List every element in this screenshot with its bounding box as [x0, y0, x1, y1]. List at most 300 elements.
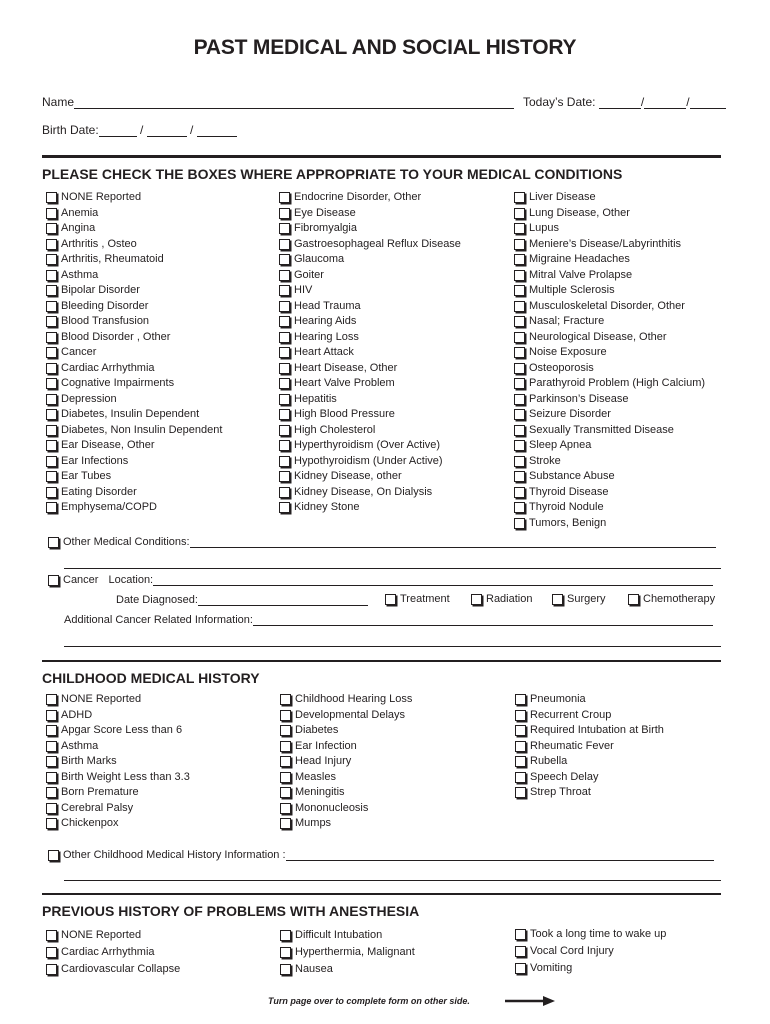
checkbox-item[interactable] [279, 237, 461, 253]
checkbox-item[interactable] [514, 407, 705, 423]
checkbox-item[interactable] [514, 485, 705, 501]
checkbox[interactable] [514, 254, 525, 265]
checkbox-item[interactable] [279, 407, 461, 423]
checkbox[interactable] [279, 440, 290, 451]
checkbox-item[interactable] [46, 485, 222, 501]
checkbox[interactable] [279, 208, 290, 219]
checkbox-item[interactable] [515, 943, 666, 960]
checkbox-label: Arthritis, Rheumatoid [61, 253, 164, 265]
page-title: PAST MEDICAL AND SOCIAL HISTORY [193, 36, 577, 59]
checkbox-item[interactable] [46, 692, 190, 708]
checkbox-label: Cardiovascular Collapse [61, 962, 181, 975]
checkbox-label: Lupus [529, 222, 559, 234]
date-diagnosed-field[interactable] [116, 594, 368, 606]
checkbox[interactable] [279, 270, 290, 281]
checkbox[interactable] [279, 471, 290, 482]
checkbox-item[interactable] [279, 314, 461, 330]
checkbox-label: Sleep Apnea [529, 439, 592, 451]
anesthesia-heading: PREVIOUS HISTORY OF PROBLEMS WITH ANESTHESIA [42, 903, 420, 919]
checkbox[interactable] [514, 239, 525, 250]
checkbox[interactable] [46, 285, 57, 296]
checkbox[interactable] [515, 741, 526, 752]
checkbox-label: Hearing Aids [294, 315, 357, 327]
checkbox-label: Angina [61, 222, 96, 234]
checkbox-item[interactable] [46, 739, 190, 755]
checkbox[interactable] [46, 347, 57, 358]
additional-cancer-field[interactable] [64, 614, 713, 626]
arrow-right-icon [505, 995, 555, 1007]
other-medical-conditions-field[interactable] [48, 536, 716, 548]
checkbox[interactable] [279, 223, 290, 234]
checkbox[interactable] [48, 850, 59, 861]
checkbox-item[interactable] [514, 190, 705, 206]
checkbox[interactable] [46, 947, 57, 958]
checkbox-item[interactable] [279, 299, 461, 315]
checkbox[interactable] [46, 208, 57, 219]
checkbox-label: Fibromyalgia [294, 222, 357, 234]
checkbox-item[interactable] [514, 392, 705, 408]
checkbox[interactable] [280, 741, 291, 752]
treatment-option[interactable] [385, 593, 450, 605]
checkbox-item[interactable] [46, 206, 222, 222]
checkbox[interactable] [279, 487, 290, 498]
checkbox-item[interactable] [514, 283, 705, 299]
checkbox-item[interactable] [279, 268, 461, 284]
checkbox-item[interactable] [280, 801, 412, 817]
checkbox-label: Eating Disorder [61, 485, 137, 498]
checkbox-item[interactable] [46, 330, 222, 346]
checkbox-label: Cardiac Arrhythmia [61, 361, 155, 374]
checkbox-item[interactable] [279, 376, 461, 392]
checkbox-label: Neurological Disease, Other [529, 330, 667, 343]
checkbox-item[interactable] [279, 330, 461, 346]
checkbox[interactable] [279, 332, 290, 343]
checkbox-label: Strep Throat [530, 786, 591, 798]
checkbox-item[interactable] [46, 345, 222, 361]
anesthesia-col3 [515, 926, 666, 977]
checkbox-label: Migraine Headaches [529, 253, 630, 265]
checkbox[interactable] [279, 425, 290, 436]
checkbox-item[interactable] [279, 469, 461, 485]
checkbox[interactable] [515, 772, 526, 783]
checkbox-label: Blood Transfusion [61, 315, 150, 327]
checkbox-item[interactable] [280, 961, 415, 978]
checkbox[interactable] [46, 741, 57, 752]
cancer-field[interactable] [48, 574, 713, 586]
checkbox-label: Required Intubation at Birth [530, 724, 664, 736]
checkbox-item[interactable] [514, 500, 705, 516]
checkbox-label: Bleeding Disorder [61, 299, 149, 312]
checkbox[interactable] [279, 285, 290, 296]
checkbox-item[interactable] [46, 469, 222, 485]
checkbox-item[interactable] [514, 299, 705, 315]
surgery-label: Surgery [567, 593, 606, 605]
checkbox[interactable] [514, 502, 525, 513]
checkbox[interactable] [279, 254, 290, 265]
checkbox-item[interactable] [515, 708, 664, 724]
checkbox[interactable] [514, 425, 525, 436]
location-label: Location: [108, 574, 154, 586]
medical-conditions-col1 [46, 190, 222, 516]
checkbox[interactable] [514, 394, 525, 405]
checkbox[interactable] [46, 394, 57, 405]
chemotherapy-label: Chemotherapy [643, 593, 716, 605]
checkbox[interactable] [515, 694, 526, 705]
checkbox[interactable] [515, 787, 526, 798]
checkbox-item[interactable] [514, 221, 705, 237]
checkbox-label: Meningitis [295, 786, 345, 798]
checkbox[interactable] [280, 803, 291, 814]
checkbox[interactable] [280, 947, 291, 958]
checkbox-item[interactable] [46, 361, 222, 377]
checkbox[interactable] [515, 946, 526, 957]
checkbox[interactable] [48, 575, 59, 586]
checkbox[interactable] [46, 964, 57, 975]
checkbox[interactable] [385, 594, 396, 605]
checkbox-item[interactable] [46, 252, 222, 268]
checkbox-item[interactable] [46, 944, 180, 961]
footer-note: Turn page over to complete form on other side. [268, 996, 470, 1006]
checkbox[interactable] [514, 347, 525, 358]
checkbox[interactable] [279, 301, 290, 312]
checkbox[interactable] [514, 285, 525, 296]
checkbox[interactable] [46, 223, 57, 234]
checkbox-item[interactable] [515, 723, 664, 739]
childhood-heading: CHILDHOOD MEDICAL HISTORY [42, 670, 260, 686]
checkbox-item[interactable] [279, 252, 461, 268]
checkbox-item[interactable] [46, 438, 222, 454]
checkbox-label: Endocrine Disorder, Other [294, 191, 422, 203]
checkbox[interactable] [46, 363, 57, 374]
checkbox-item[interactable] [279, 454, 461, 470]
checkbox-label: Pneumonia [530, 693, 586, 705]
checkbox[interactable] [46, 270, 57, 281]
checkbox-item[interactable] [514, 330, 705, 346]
checkbox[interactable] [515, 756, 526, 767]
checkbox-item[interactable] [515, 960, 666, 977]
checkbox[interactable] [46, 239, 57, 250]
checkbox-label: ADHD [61, 708, 93, 721]
checkbox[interactable] [515, 929, 526, 940]
checkbox-item[interactable] [515, 739, 664, 755]
checkbox[interactable] [280, 787, 291, 798]
section-divider [42, 155, 721, 158]
checkbox-item[interactable] [46, 454, 222, 470]
checkbox-label: Diabetes [295, 724, 339, 736]
checkbox-label: Heart Disease, Other [294, 361, 398, 374]
checkbox[interactable] [46, 710, 57, 721]
checkbox[interactable] [280, 694, 291, 705]
other-childhood-field[interactable] [48, 849, 714, 861]
checkbox-item[interactable] [279, 438, 461, 454]
checkbox-label: Hyperthermia, Malignant [295, 945, 415, 958]
checkbox-item[interactable] [279, 485, 461, 501]
checkbox[interactable] [46, 471, 57, 482]
checkbox-item[interactable] [280, 816, 412, 832]
checkbox[interactable] [514, 363, 525, 374]
checkbox[interactable] [46, 787, 57, 798]
additional-cancer-line[interactable] [64, 636, 721, 647]
checkbox-label: Liver Disease [529, 191, 596, 203]
checkbox[interactable] [279, 502, 290, 513]
checkbox-item[interactable] [46, 723, 190, 739]
checkbox[interactable] [279, 192, 290, 203]
checkbox-item[interactable] [46, 754, 190, 770]
checkbox[interactable] [514, 192, 525, 203]
checkbox-item[interactable] [279, 392, 461, 408]
checkbox[interactable] [514, 378, 525, 389]
checkbox-item[interactable] [515, 754, 664, 770]
checkbox[interactable] [279, 409, 290, 420]
checkbox[interactable] [279, 316, 290, 327]
checkbox-label: Substance Abuse [529, 470, 615, 482]
checkbox-item[interactable] [279, 361, 461, 377]
checkbox[interactable] [514, 471, 525, 482]
checkbox-label: Anemia [61, 206, 99, 219]
checkbox-item[interactable] [46, 314, 222, 330]
surgery-option[interactable] [552, 593, 606, 605]
checkbox[interactable] [280, 756, 291, 767]
checkbox[interactable] [46, 254, 57, 265]
checkbox-item[interactable] [515, 770, 664, 786]
checkbox-item[interactable] [514, 438, 705, 454]
checkbox-label: Stroke [529, 454, 561, 467]
checkbox[interactable] [514, 456, 525, 467]
checkbox[interactable] [279, 456, 290, 467]
checkbox-item[interactable] [514, 454, 705, 470]
checkbox-label: Ear Infections [61, 454, 129, 467]
checkbox-label: Kidney Stone [294, 501, 360, 513]
other-medical-line[interactable] [64, 558, 721, 569]
checkbox-label: Blood Disorder , Other [61, 330, 171, 343]
checkbox-label: Tumors, Benign [529, 516, 607, 529]
checkbox[interactable] [514, 332, 525, 343]
checkbox[interactable] [514, 270, 525, 281]
checkbox-label: High Cholesterol [294, 423, 376, 436]
checkbox-label: Mumps [295, 817, 332, 829]
checkbox-item[interactable] [46, 268, 222, 284]
checkbox-item[interactable] [514, 516, 705, 532]
checkbox-item[interactable] [515, 926, 666, 943]
checkbox[interactable] [514, 518, 525, 529]
checkbox-item[interactable] [280, 754, 412, 770]
checkbox-item[interactable] [280, 770, 412, 786]
checkbox-label: Cancer [61, 346, 97, 358]
checkbox-label: Multiple Sclerosis [529, 284, 615, 296]
checkbox-item[interactable] [280, 723, 412, 739]
checkbox[interactable] [515, 710, 526, 721]
checkbox-item[interactable] [515, 692, 664, 708]
checkbox[interactable] [514, 409, 525, 420]
checkbox-label: Recurrent Croup [530, 708, 612, 721]
checkbox-item[interactable] [515, 785, 664, 801]
checkbox-label: Kidney Disease, On Dialysis [294, 485, 433, 498]
checkbox-label: NONE Reported [61, 693, 142, 705]
checkbox-label: Chickenpox [61, 817, 119, 829]
checkbox-item[interactable] [46, 283, 222, 299]
checkbox[interactable] [48, 537, 59, 548]
checkbox[interactable] [279, 363, 290, 374]
checkbox-item[interactable] [514, 469, 705, 485]
checkbox-item[interactable] [46, 376, 222, 392]
checkbox-label: NONE Reported [61, 928, 142, 941]
checkbox[interactable] [46, 772, 57, 783]
checkbox-label: Depression [61, 392, 117, 405]
checkbox[interactable] [280, 772, 291, 783]
checkbox-label: Cerebral Palsy [61, 801, 134, 814]
checkbox-item[interactable] [514, 206, 705, 222]
checkbox-item[interactable] [280, 785, 412, 801]
checkbox-label: Noise Exposure [529, 346, 607, 358]
checkbox-item[interactable] [280, 692, 412, 708]
checkbox[interactable] [46, 502, 57, 513]
checkbox-item[interactable] [280, 944, 415, 961]
section-divider [42, 660, 721, 662]
checkbox-item[interactable] [280, 739, 412, 755]
checkbox-item[interactable] [46, 190, 222, 206]
checkbox-item[interactable] [279, 345, 461, 361]
checkbox[interactable] [46, 192, 57, 203]
radiation-option[interactable] [471, 593, 532, 605]
checkbox-item[interactable] [46, 961, 180, 978]
checkbox[interactable] [514, 223, 525, 234]
checkbox-label: Diabetes, Non Insulin Dependent [61, 423, 223, 436]
checkbox[interactable] [515, 963, 526, 974]
name-field[interactable] [42, 95, 514, 109]
checkbox[interactable] [514, 440, 525, 451]
medical-conditions-col2 [279, 190, 461, 516]
checkbox-label: Birth Marks [61, 755, 117, 767]
checkbox-item[interactable] [46, 708, 190, 724]
checkbox[interactable] [46, 316, 57, 327]
todays-date-field[interactable]: Today’s Date: / / [523, 95, 726, 109]
checkbox-item[interactable] [46, 423, 222, 439]
checkbox[interactable] [46, 803, 57, 814]
checkbox[interactable] [280, 930, 291, 941]
birth-date-field[interactable]: Birth Date: / / [42, 123, 237, 137]
checkbox[interactable] [279, 394, 290, 405]
checkbox-item[interactable] [514, 345, 705, 361]
checkbox-label: Glaucoma [294, 253, 345, 265]
checkbox[interactable] [280, 964, 291, 975]
checkbox-label: Bipolar Disorder [61, 284, 140, 296]
checkbox[interactable] [628, 594, 639, 605]
checkbox-label: Rubella [530, 755, 568, 767]
checkbox[interactable] [46, 409, 57, 420]
checkbox[interactable] [471, 594, 482, 605]
checkbox-item[interactable] [279, 423, 461, 439]
checkbox-item[interactable] [46, 785, 190, 801]
checkbox-label: Rheumatic Fever [530, 739, 614, 752]
checkbox[interactable] [46, 332, 57, 343]
checkbox-label: Born Premature [61, 786, 139, 798]
checkbox[interactable] [279, 239, 290, 250]
checkbox[interactable] [46, 440, 57, 451]
checkbox-item[interactable] [46, 816, 190, 832]
checkbox[interactable] [46, 487, 57, 498]
birth-date-label: Birth Date: [42, 123, 99, 137]
checkbox-item[interactable] [279, 500, 461, 516]
checkbox-label: Nasal; Fracture [529, 315, 605, 327]
checkbox[interactable] [46, 756, 57, 767]
checkbox-item[interactable] [279, 221, 461, 237]
checkbox[interactable] [46, 378, 57, 389]
checkbox-label: Asthma [61, 268, 99, 281]
checkbox[interactable] [46, 456, 57, 467]
checkbox-item[interactable] [279, 283, 461, 299]
checkbox-label: Heart Valve Problem [294, 377, 395, 389]
checkbox-label: Sexually Transmitted Disease [529, 423, 674, 436]
checkbox[interactable] [280, 818, 291, 829]
checkbox[interactable] [514, 487, 525, 498]
chemotherapy-option[interactable] [628, 593, 715, 605]
checkbox-label: HIV [294, 284, 313, 296]
checkbox[interactable] [515, 725, 526, 736]
childhood-col2 [280, 692, 412, 832]
checkbox-item[interactable] [514, 376, 705, 392]
section-divider [42, 893, 721, 895]
checkbox-item[interactable] [514, 268, 705, 284]
checkbox-item[interactable] [280, 927, 415, 944]
checkbox-item[interactable] [514, 423, 705, 439]
checkbox[interactable] [46, 725, 57, 736]
checkbox-item[interactable] [514, 252, 705, 268]
checkbox-item[interactable] [279, 206, 461, 222]
checkbox[interactable] [514, 316, 525, 327]
checkbox[interactable] [46, 930, 57, 941]
checkbox-item[interactable] [514, 361, 705, 377]
checkbox-item[interactable] [46, 770, 190, 786]
checkbox[interactable] [514, 301, 525, 312]
checkbox-item[interactable] [514, 314, 705, 330]
checkbox-label: Ear Tubes [61, 470, 112, 482]
childhood-col1 [46, 692, 190, 832]
checkbox[interactable] [280, 725, 291, 736]
checkbox-item[interactable] [46, 237, 222, 253]
checkbox-item[interactable] [46, 407, 222, 423]
checkbox[interactable] [46, 694, 57, 705]
checkbox-label: Musculoskeletal Disorder, Other [529, 299, 685, 312]
checkbox-item[interactable] [46, 392, 222, 408]
checkbox[interactable] [279, 347, 290, 358]
checkbox-item[interactable] [46, 927, 180, 944]
checkbox-item[interactable] [46, 221, 222, 237]
checkbox[interactable] [552, 594, 563, 605]
anesthesia-col1 [46, 927, 180, 978]
checkbox-item[interactable] [280, 708, 412, 724]
checkbox-label: Ear Infection [295, 739, 357, 752]
checkbox[interactable] [46, 301, 57, 312]
checkbox-item[interactable] [46, 801, 190, 817]
treatment-label: Treatment [400, 593, 450, 605]
checkbox-label: Ear Disease, Other [61, 439, 155, 451]
checkbox-item[interactable] [46, 299, 222, 315]
checkbox-label: Vocal Cord Injury [530, 944, 614, 957]
checkbox-item[interactable] [46, 500, 222, 516]
checkbox-label: Hypothyroidism (Under Active) [294, 454, 443, 467]
checkbox[interactable] [280, 710, 291, 721]
checkbox[interactable] [514, 208, 525, 219]
checkbox-label: Goiter [294, 268, 324, 281]
checkbox-label: Hyperthyroidism (Over Active) [294, 439, 441, 451]
checkbox[interactable] [279, 378, 290, 389]
checkbox-label: Eye Disease [294, 206, 356, 219]
checkbox[interactable] [46, 818, 57, 829]
other-childhood-line[interactable] [64, 870, 721, 881]
checkbox-item[interactable] [514, 237, 705, 253]
checkbox[interactable] [46, 425, 57, 436]
checkbox-item[interactable] [279, 190, 461, 206]
